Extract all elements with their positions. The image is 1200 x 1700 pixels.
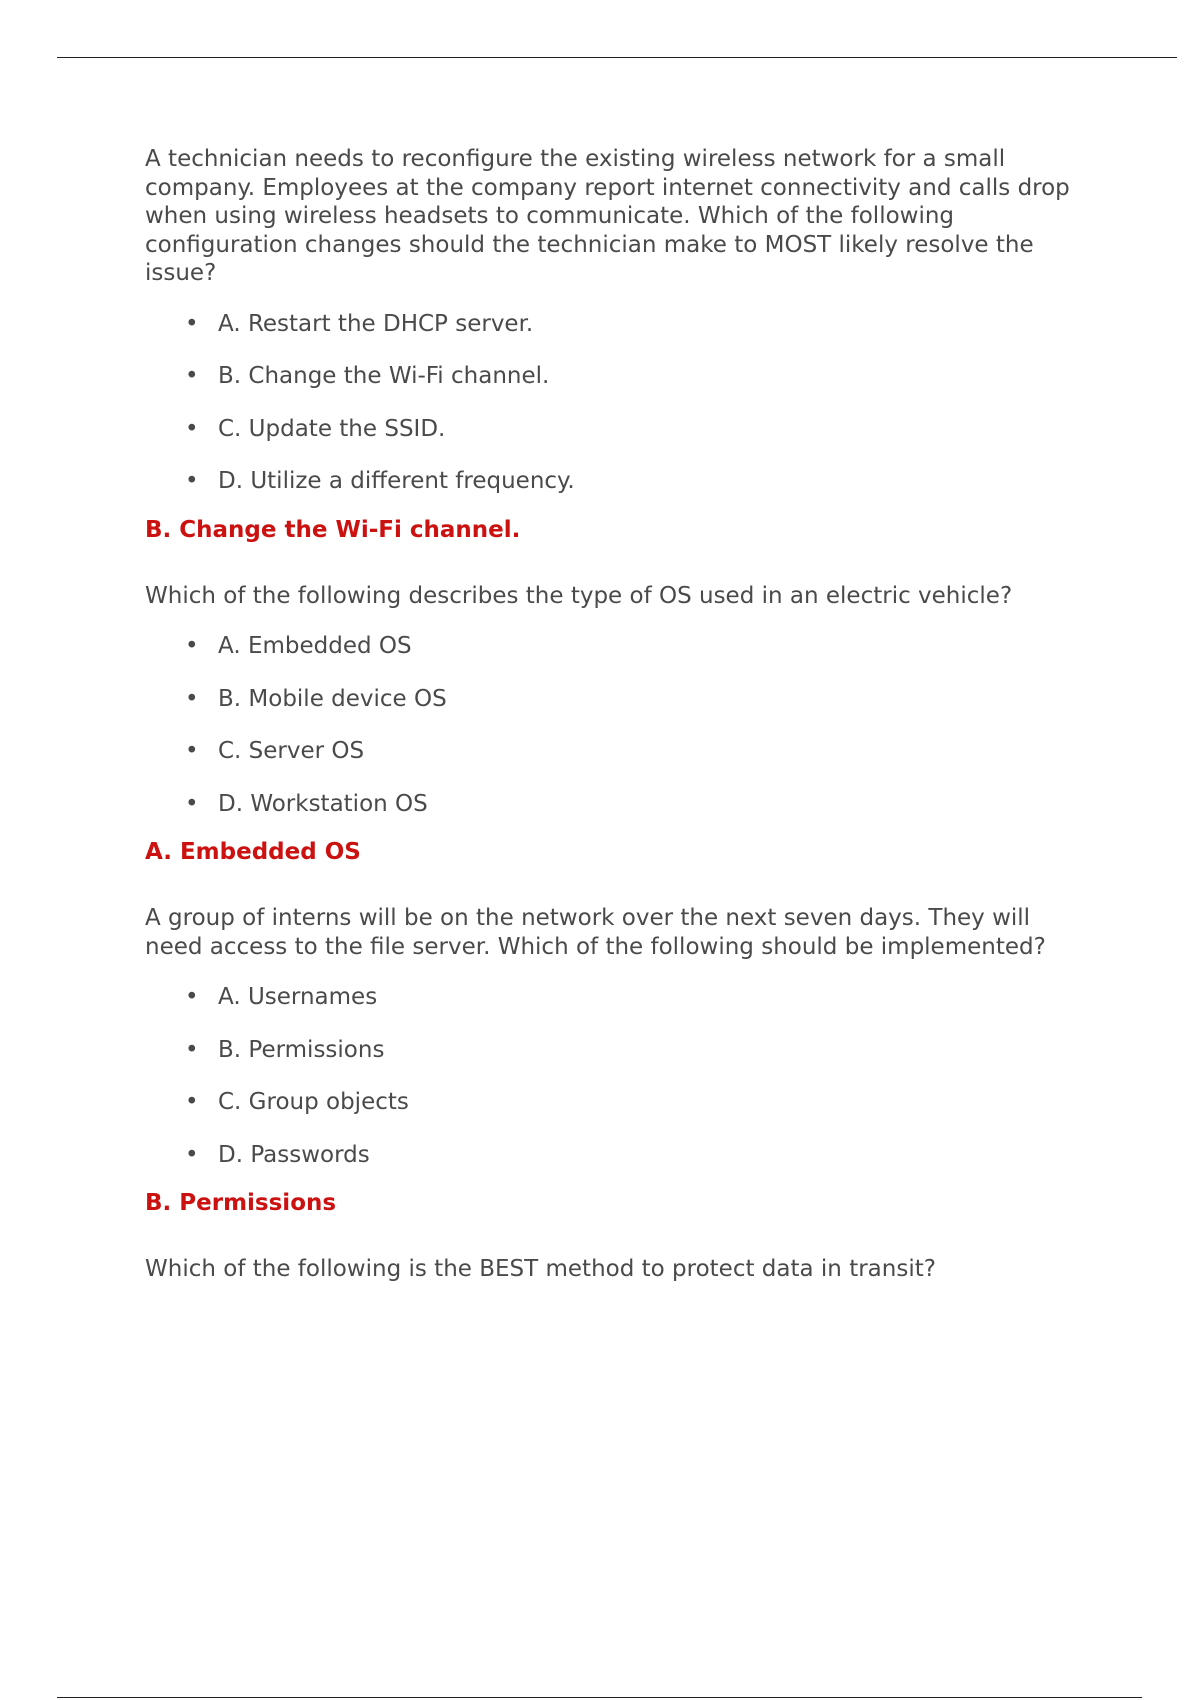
option-text: C. Update the SSID.	[218, 415, 446, 442]
bullet-icon: •	[185, 363, 199, 389]
option-item	[145, 632, 1090, 685]
option-item	[145, 685, 1090, 738]
bullet-icon: •	[185, 468, 199, 494]
option-item	[145, 983, 1090, 1036]
option-item	[145, 790, 1090, 843]
question-block-1	[145, 145, 1090, 544]
bullet-icon: •	[185, 984, 199, 1010]
option-text: C. Group objects	[218, 1089, 409, 1115]
option-text: C. Server OS	[218, 738, 365, 764]
bullet-icon: •	[185, 633, 199, 659]
bullet-icon: •	[185, 685, 199, 712]
answer-text: B. Permissions	[145, 1190, 337, 1216]
question-block-4	[145, 1255, 1090, 1284]
option-text: D. Utilize a different frequency.	[218, 468, 575, 494]
bullet-icon: •	[185, 1036, 199, 1063]
answer-text: B. Change the Wi-Fi channel.	[145, 516, 521, 543]
question-text: Which of the following is the BEST method to protect data in transit?	[145, 1256, 936, 1282]
option-text: B. Change the Wi-Fi channel.	[218, 363, 550, 389]
option-text: B. Permissions	[218, 1036, 385, 1063]
option-text: A. Usernames	[218, 984, 378, 1010]
footer-rule	[57, 1697, 1142, 1698]
option-text: A. Restart the DHCP server.	[218, 310, 534, 337]
header-rule	[57, 57, 1177, 58]
option-item	[145, 1036, 1090, 1089]
document-body	[145, 145, 1090, 1284]
bullet-icon: •	[185, 1141, 199, 1168]
option-item	[145, 362, 1090, 415]
option-item	[145, 415, 1090, 468]
option-text: B. Mobile device OS	[218, 685, 447, 712]
option-item	[145, 737, 1090, 790]
option-text: D. Passwords	[218, 1141, 370, 1168]
question-text: A group of interns will be on the network over the next seven days. They will need access to the file server. Which of the following should be implemented?	[145, 905, 1046, 960]
options-list	[145, 983, 1090, 1193]
bullet-icon: •	[185, 310, 199, 337]
question-block-3	[145, 904, 1090, 1217]
bullet-icon: •	[185, 1089, 199, 1115]
question-text: A technician needs to reconfigure the existing wireless network for a small company. Employees at the company report internet connectivity and calls drop when using wireless headsets to communicate. Which of the following configuration changes should the technician make to MOST likely resolve the issue?	[145, 146, 1070, 286]
options-list	[145, 632, 1090, 842]
bullet-icon: •	[185, 738, 199, 764]
option-item	[145, 467, 1090, 520]
question-block-2	[145, 582, 1090, 867]
option-item	[145, 310, 1090, 363]
option-text: D. Workstation OS	[218, 790, 428, 817]
option-item	[145, 1088, 1090, 1141]
bullet-icon: •	[185, 415, 199, 442]
options-list	[145, 310, 1090, 520]
bullet-icon: •	[185, 790, 199, 817]
option-text: A. Embedded OS	[218, 633, 412, 659]
answer-text: A. Embedded OS	[145, 839, 361, 865]
question-text: Which of the following describes the type of OS used in an electric vehicle?	[145, 582, 1013, 609]
option-item	[145, 1141, 1090, 1194]
